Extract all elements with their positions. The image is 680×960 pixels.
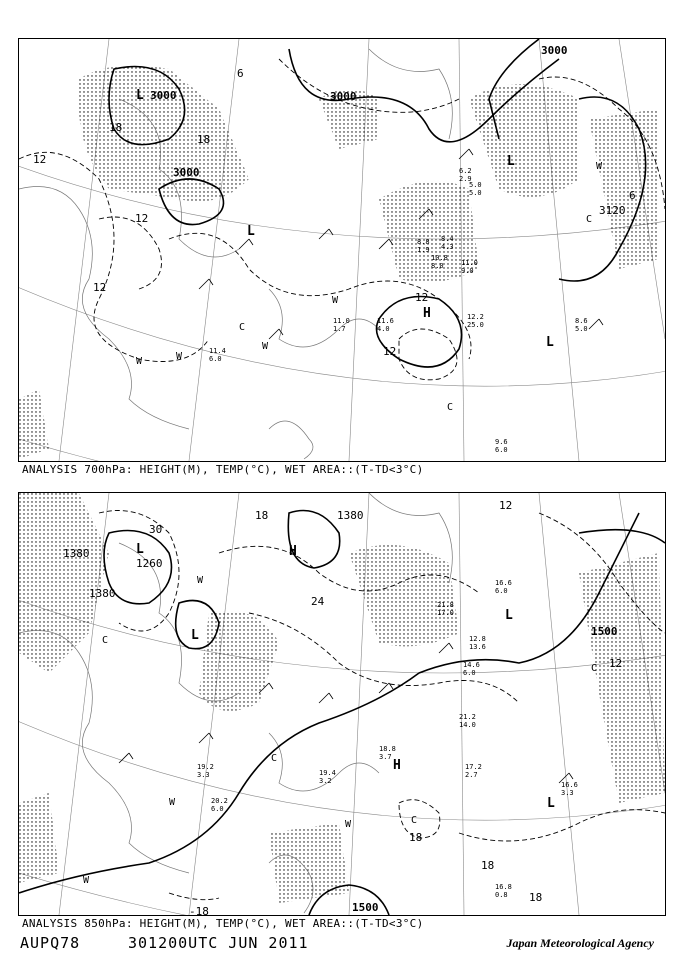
obs-temp: 18.8 xyxy=(379,745,396,753)
temp-label: 18 xyxy=(481,859,495,872)
temp-label: 12 xyxy=(609,657,623,670)
obs-temp: 19.2 xyxy=(197,763,214,771)
obs-temp: 12.8 xyxy=(469,635,486,643)
warm-center: W xyxy=(83,875,90,886)
temp-label: 18 xyxy=(409,831,423,844)
cold-center: C xyxy=(102,635,109,646)
low-center: L xyxy=(507,154,515,169)
analysis-700hpa-map xyxy=(18,38,666,462)
obs-dewpoint: 5.0 xyxy=(575,325,588,333)
height-label: 1380 xyxy=(89,587,116,600)
obs-temp: 21.8 xyxy=(437,601,454,609)
obs-temp: 16.8 xyxy=(495,883,512,891)
obs-temp: 21.2 xyxy=(459,713,476,721)
warm-center: W xyxy=(345,819,352,830)
temp-label: 30 xyxy=(149,523,163,536)
low-center: L xyxy=(547,796,555,811)
obs-dewpoint: 4.3 xyxy=(441,243,454,251)
obs-temp: 11.4 xyxy=(209,347,226,355)
temp-label: 12 xyxy=(383,345,397,358)
low-center: L xyxy=(247,224,255,239)
cold-center: C xyxy=(411,815,418,826)
obs-dewpoint: 6.0 xyxy=(463,669,476,677)
low-center: L xyxy=(136,542,144,557)
high-center: H xyxy=(393,758,401,773)
low-center: L xyxy=(546,335,554,350)
temp-label: -18 xyxy=(189,905,209,915)
obs-temp: 16.6 xyxy=(495,579,512,587)
temp-label: 18 xyxy=(255,509,269,522)
obs-dewpoint: 3.7 xyxy=(379,753,392,761)
map-700hpa-svg xyxy=(19,39,665,461)
obs-dewpoint: 25.0 xyxy=(467,321,484,329)
height-label: 1380 xyxy=(63,547,90,560)
obs-dewpoint: 2.7 xyxy=(465,771,478,779)
cold-center: C xyxy=(239,322,246,333)
obs-dewpoint: 6.0 xyxy=(495,587,508,595)
obs-temp: 20.2 xyxy=(211,797,228,805)
map-850hpa-svg xyxy=(19,493,665,915)
height-label: 3000 xyxy=(150,89,177,102)
obs-dewpoint: 6.0 xyxy=(495,446,508,454)
obs-dewpoint: 4.0 xyxy=(377,325,390,333)
lower-chart-caption: ANALYSIS 850hPa: HEIGHT(M), TEMP(°C), WET AREA::(T-TD<3°C) xyxy=(22,917,424,930)
obs-dewpoint: 2.9 xyxy=(459,175,472,183)
height-label: 3000 xyxy=(541,44,568,57)
temp-label: 6 xyxy=(237,67,244,80)
upper-chart-caption: ANALYSIS 700hPa: HEIGHT(M), TEMP(°C), WET AREA::(T-TD<3°C) xyxy=(22,463,424,476)
obs-dewpoint: 6.0 xyxy=(209,355,222,363)
obs-temp: 8.4 xyxy=(441,235,454,243)
wet-areas xyxy=(19,493,665,903)
chart-id: AUPQ78 xyxy=(20,934,81,952)
low-center: L xyxy=(505,608,513,623)
obs-temp: 9.6 xyxy=(495,438,508,446)
obs-dewpoint: 9.0 xyxy=(461,267,474,275)
cold-center: C xyxy=(591,663,598,674)
height-label: 1500 xyxy=(591,625,618,638)
analysis-850hpa-map xyxy=(18,492,666,916)
height-label: 3120 xyxy=(599,204,626,217)
obs-dewpoint: 13.6 xyxy=(469,643,486,651)
obs-dewpoint: 8.0 xyxy=(431,262,444,270)
cold-center: C xyxy=(586,214,593,225)
temp-label: 18 xyxy=(529,891,543,904)
temp-label: 6 xyxy=(629,189,636,202)
warm-center: W xyxy=(332,295,339,306)
height-label: 1500 xyxy=(352,901,379,914)
obs-dewpoint: 14.0 xyxy=(459,721,476,729)
obs-dewpoint: 1.7 xyxy=(333,325,346,333)
obs-temp: 10.8 xyxy=(431,254,448,262)
warm-center: W xyxy=(176,351,183,362)
obs-temp: 17.2 xyxy=(465,763,482,771)
temp-label: 12 xyxy=(33,153,47,166)
obs-temp: 14.6 xyxy=(463,661,480,669)
agency-name: Japan Meteorological Agency xyxy=(506,936,654,950)
obs-dewpoint: 0.8 xyxy=(495,891,508,899)
obs-temp: 19.4 xyxy=(319,769,336,777)
obs-dewpoint: 5.0 xyxy=(469,189,482,197)
warm-center: W xyxy=(262,341,269,352)
height-label: 3000 xyxy=(330,90,357,103)
temp-label: 12 xyxy=(93,281,107,294)
temp-label: 12 xyxy=(135,212,149,225)
warm-center: W xyxy=(169,797,176,808)
obs-temp: 12.2 xyxy=(467,313,484,321)
low-center: L xyxy=(191,628,199,643)
height-label: 1260 xyxy=(136,557,163,570)
obs-dewpoint: 3.3 xyxy=(561,789,574,797)
obs-dewpoint: 6.0 xyxy=(211,805,224,813)
obs-temp: 8.6 xyxy=(575,317,588,325)
obs-temp: 5.0 xyxy=(469,181,482,189)
obs-temp: 11.0 xyxy=(461,259,478,267)
obs-dewpoint: 1.9 xyxy=(417,246,430,254)
temp-label: 12 xyxy=(499,499,513,512)
temp-label: 18 xyxy=(109,121,123,134)
cold-center: C xyxy=(447,402,454,413)
height-label: 1380 xyxy=(337,509,364,522)
cold-center: C xyxy=(271,753,278,764)
high-center: H xyxy=(423,306,431,321)
warm-center: W xyxy=(596,161,603,172)
low-center: L xyxy=(136,88,144,103)
obs-temp: 11.0 xyxy=(333,317,350,325)
cold-center: W xyxy=(136,356,143,367)
obs-dewpoint: 17.0 xyxy=(437,609,454,617)
temp-label: 12 xyxy=(415,291,429,304)
high-center: H xyxy=(289,544,297,559)
obs-temp: 6.2 xyxy=(459,167,472,175)
obs-dewpoint: 3.3 xyxy=(197,771,210,779)
obs-dewpoint: 3.2 xyxy=(319,777,332,785)
temp-label: 24 xyxy=(311,595,325,608)
valid-time: 301200UTC JUN 2011 xyxy=(128,934,309,952)
obs-temp: 11.6 xyxy=(377,317,394,325)
height-label: 3000 xyxy=(173,166,200,179)
obs-temp: 16.6 xyxy=(561,781,578,789)
temp-label: 18 xyxy=(197,133,211,146)
obs-temp: 8.8 xyxy=(417,238,430,246)
warm-center: W xyxy=(197,575,204,586)
